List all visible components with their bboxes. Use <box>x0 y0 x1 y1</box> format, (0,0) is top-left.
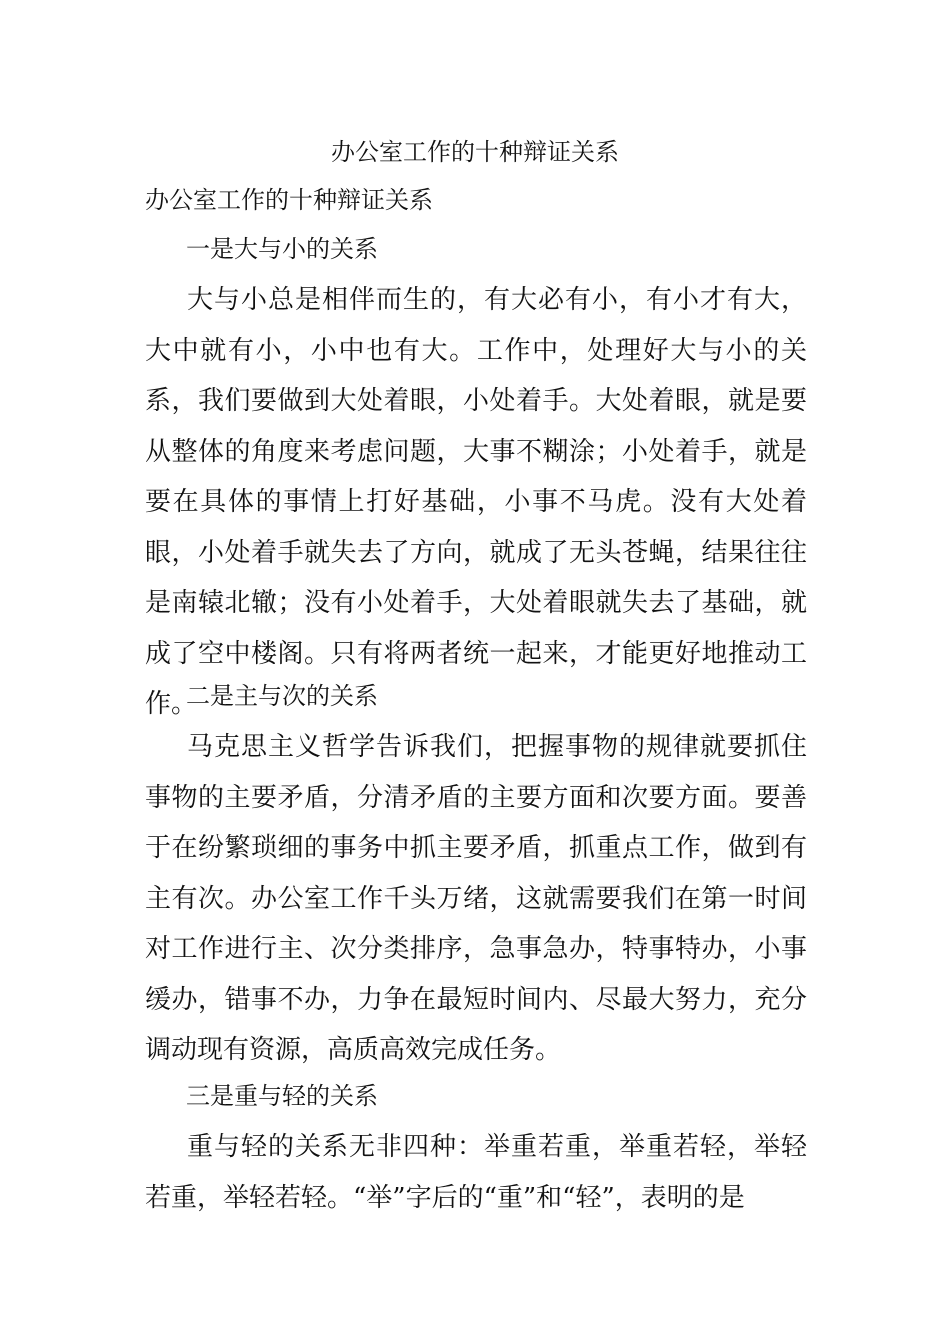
section-body-3: 重与轻的关系无非四种：举重若重，举重若轻，举轻若重，举轻若轻。“举”字后的“重”和“轻”，表明的是 <box>145 1132 807 1213</box>
section-heading-3: 三是重与轻的关系 <box>186 1082 378 1110</box>
document-subtitle: 办公室工作的十种辩证关系 <box>145 186 433 214</box>
document-title: 办公室工作的十种辩证关系 <box>331 138 619 166</box>
section-body-2: 马克思主义哲学告诉我们，把握事物的规律就要抓住事物的主要矛盾，分清矛盾的主要方面和次要方面。要善于在纷繁琐细的事务中抓主要矛盾，抓重点工作，做到有主有次。办公室工作千头万绪，这就需要我们在第一时间对工作进行主、次分类排序，急事急办，特事特办，小事缓办，错事不办，力争在最短时间内、尽最大努力，充分调动现有资源，高质高效完成任务。 <box>145 732 807 1065</box>
section-heading-1: 一是大与小的关系 <box>186 235 378 263</box>
section-body-1: 大与小总是相伴而生的，有大必有小，有小才有大，大中就有小，小中也有大。工作中，处理好大与小的关系，我们要做到大处着眼，小处着手。大处着眼，就是要从整体的角度来考虑问题，大事不糊涂；小处着手，就是要在具体的事情上打好基础，小事不马虎。没有大处着眼，小处着手就失去了方向，就成了无头苍蝇，结果往往是南辕北辙；没有小处着手，大处着眼就失去了基础，就成了空中楼阁。只有将两者统一起来，才能更好地推动工作。 <box>145 285 807 719</box>
section-heading-2: 二是主与次的关系 <box>186 682 378 710</box>
